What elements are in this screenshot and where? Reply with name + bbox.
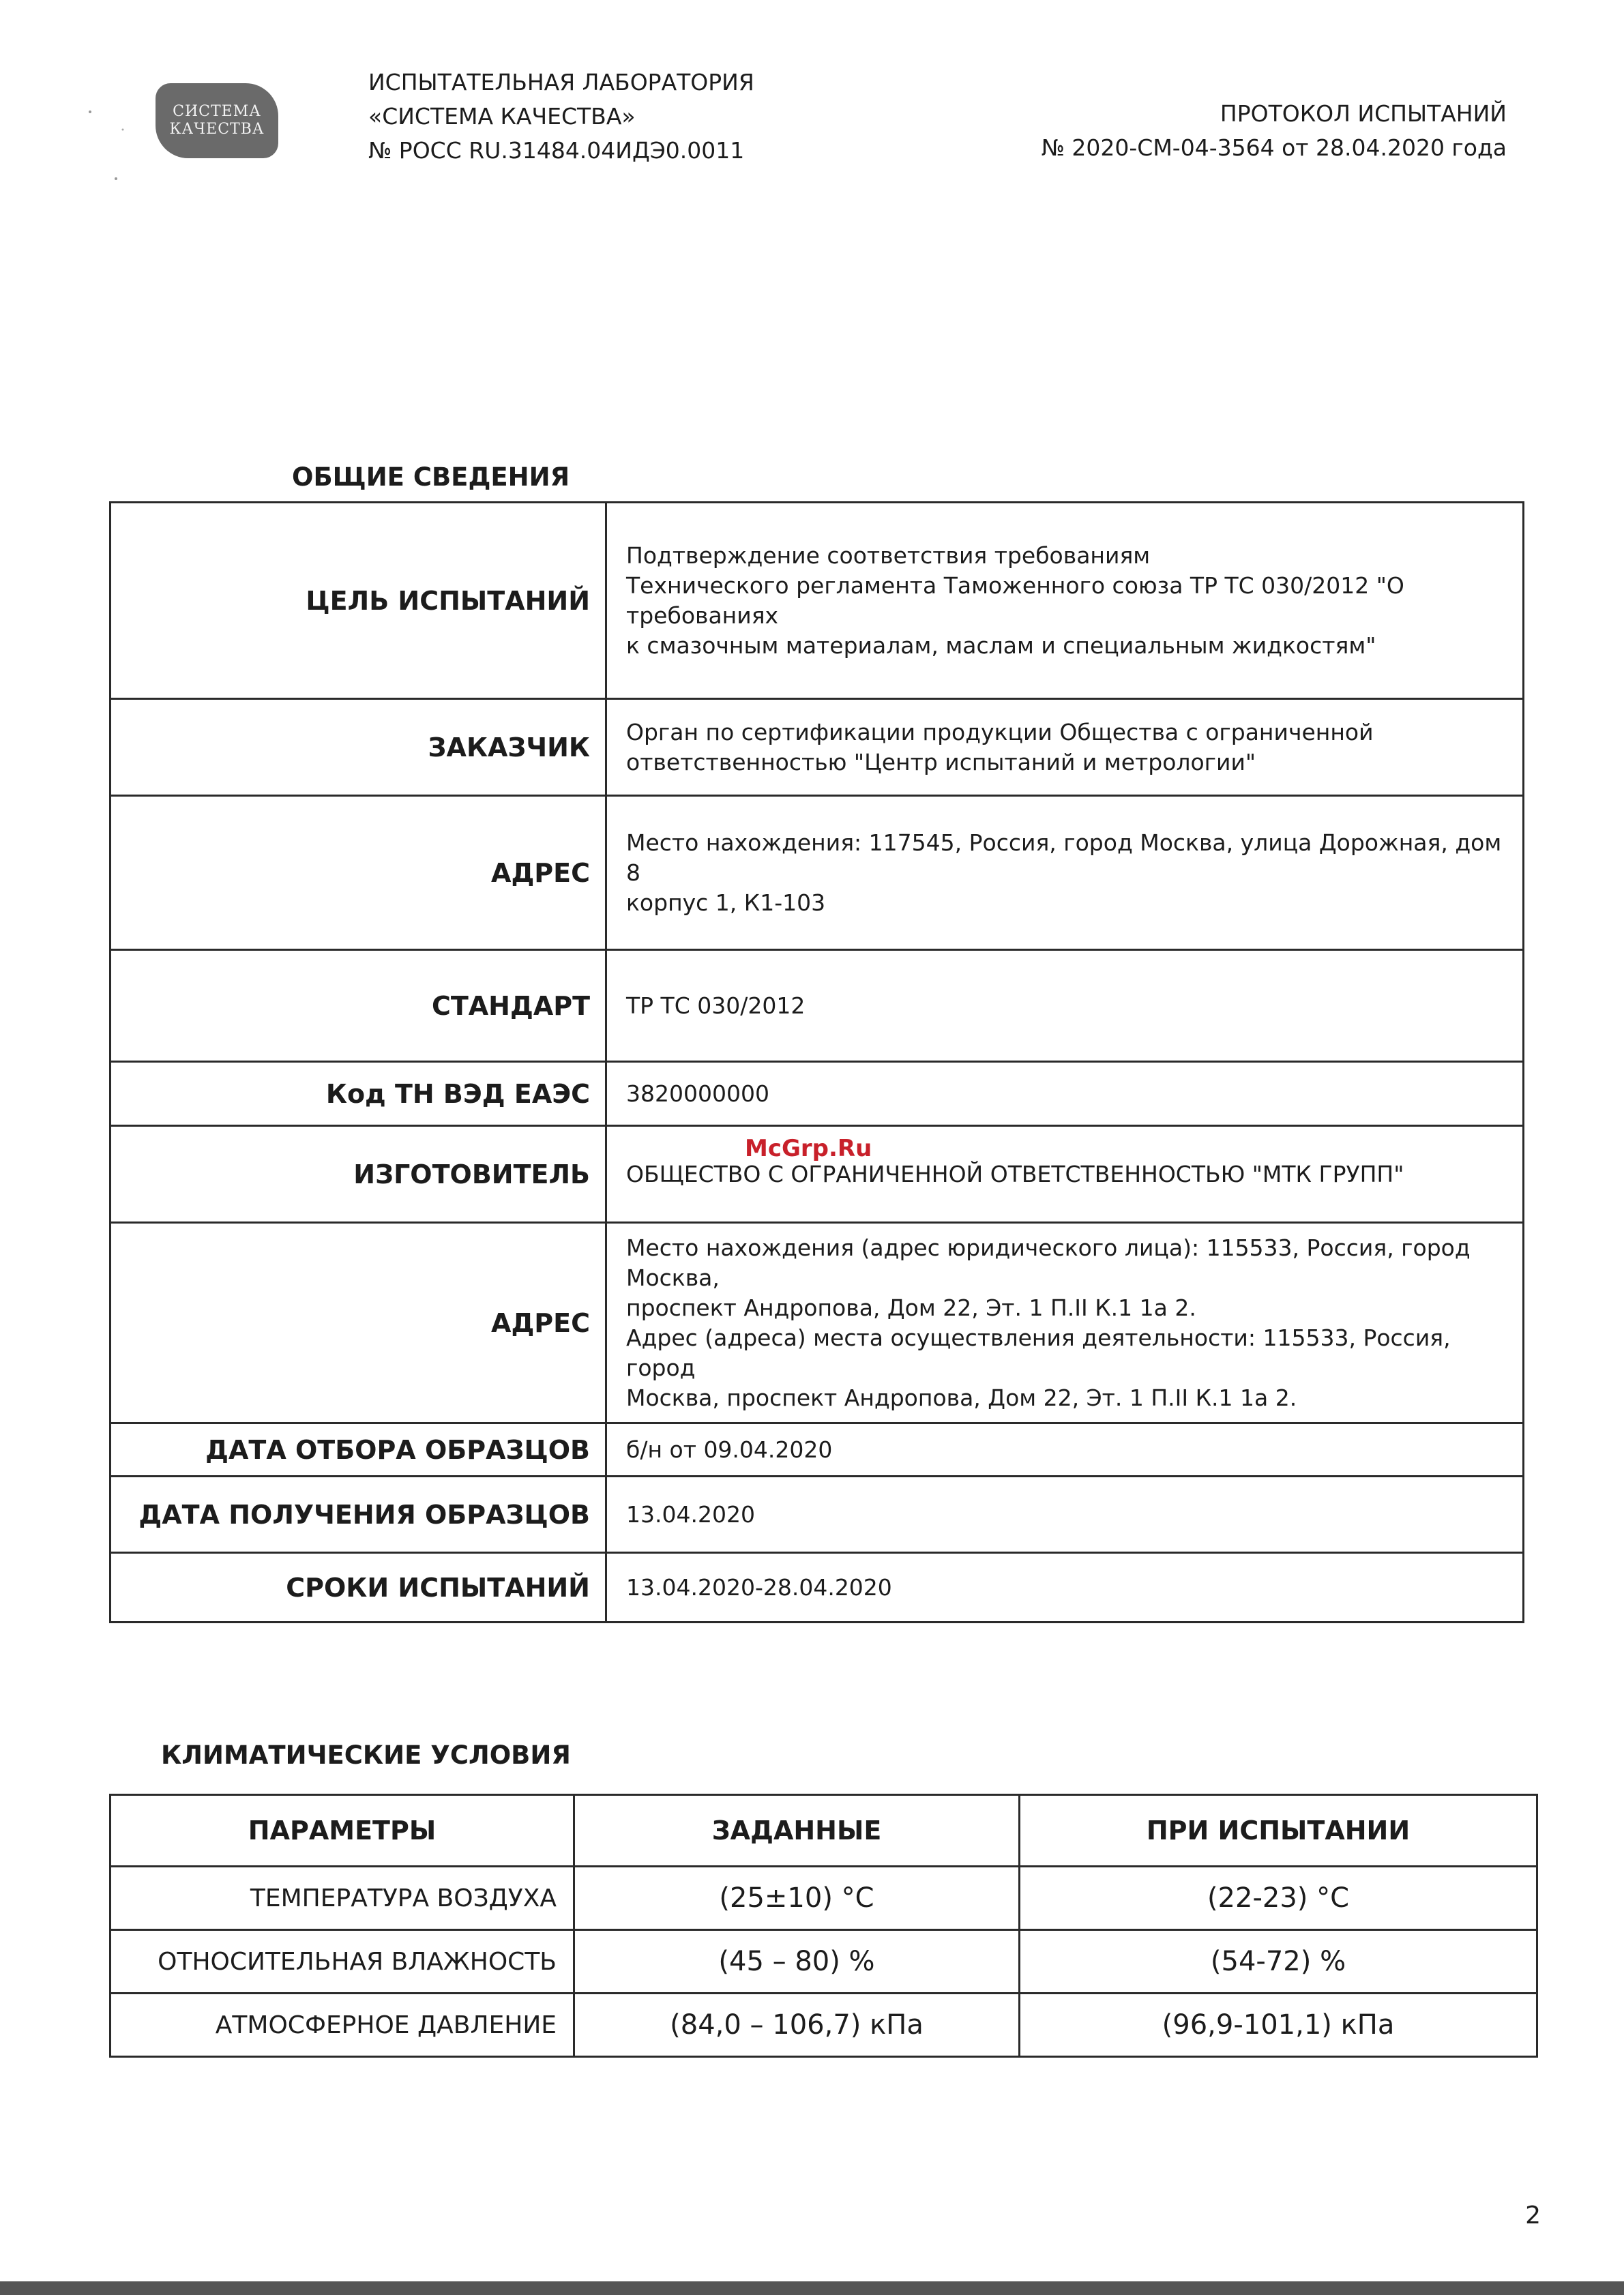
row-value-line: ответственностью "Центр испытаний и метрологии" [626, 748, 1256, 775]
row-value [606, 1223, 1524, 1423]
row-value-line: 3820000000 [626, 1080, 769, 1107]
row-value-line: б/н от 09.04.2020 [626, 1436, 833, 1463]
row-value-line: 13.04.2020-28.04.2020 [626, 1573, 892, 1601]
header-during-test: ПРИ ИСПЫТАНИИ [1020, 1795, 1537, 1867]
scan-edge [0, 2281, 1624, 2295]
parameter-name: ОТНОСИТЕЛЬНАЯ ВЛАЖНОСТЬ [110, 1930, 574, 1994]
general-info-row [110, 1062, 1524, 1126]
row-label: ДАТА ПОЛУЧЕНИЯ ОБРАЗЦОВ [110, 1477, 606, 1553]
row-value-line: ОБЩЕСТВО С ОГРАНИЧЕННОЙ ОТВЕТСТВЕННОСТЬЮ "МТК ГРУПП" [626, 1160, 1404, 1187]
row-value [606, 796, 1524, 950]
row-label: ЗАКАЗЧИК [110, 699, 606, 796]
row-label: Код ТН ВЭД ЕАЭС [110, 1062, 606, 1126]
lab-name-line-2: «СИСТЕМА КАЧЕСТВА» [368, 103, 636, 130]
row-label: СТАНДАРТ [110, 950, 606, 1062]
general-info-title: ОБЩИЕ СВЕДЕНИЯ [292, 462, 570, 492]
row-value-line: Москва, проспект Андропова, Дом 22, Эт. 1 П.II К.1 1а 2. [626, 1384, 1297, 1411]
general-info-row [110, 699, 1524, 796]
parameter-name: АТМОСФЕРНОЕ ДАВЛЕНИЕ [110, 1994, 574, 2057]
general-info-row [110, 950, 1524, 1062]
measured-value: (22-23) °С [1020, 1867, 1537, 1930]
protocol-title: ПРОТОКОЛ ИСПЫТАНИЙ [1220, 100, 1507, 127]
row-value-line: Место нахождения: 117545, Россия, город Москва, улица Дорожная, дом 8 [626, 829, 1502, 886]
row-label: ЦЕЛЬ ИСПЫТАНИЙ [110, 503, 606, 699]
measured-value: (96,9-101,1) кПа [1020, 1994, 1537, 2057]
logo-line-2: КАЧЕСТВА [169, 121, 265, 138]
lab-accreditation-number: № РОСС RU.31484.04ИДЭ0.0011 [368, 137, 745, 164]
general-info-row [110, 1223, 1524, 1423]
specified-value: (84,0 – 106,7) кПа [574, 1994, 1020, 2057]
row-value [606, 950, 1524, 1062]
logo-line-1: СИСТЕМА [173, 103, 261, 120]
header-parameters: ПАРАМЕТРЫ [110, 1795, 574, 1867]
lab-name-line-1: ИСПЫТАТЕЛЬНАЯ ЛАБОРАТОРИЯ [368, 69, 754, 95]
parameter-name: ТЕМПЕРАТУРА ВОЗДУХА [110, 1867, 574, 1930]
climate-header-row [110, 1795, 1537, 1867]
page-number: 2 [1525, 2202, 1541, 2230]
specified-value: (45 – 80) % [574, 1930, 1020, 1994]
row-value [606, 1126, 1524, 1223]
general-info-table [109, 501, 1524, 1623]
row-value [606, 503, 1524, 699]
general-info-row [110, 1423, 1524, 1477]
header-specified: ЗАДАННЫЕ [574, 1795, 1020, 1867]
row-value-line: к смазочным материалам, маслам и специальным жидкостям" [626, 632, 1376, 659]
protocol-number: № 2020-СМ-04-3564 от 28.04.2020 года [1041, 134, 1507, 161]
lab-logo [156, 83, 278, 158]
climate-row [110, 1930, 1537, 1994]
scan-specks [82, 102, 136, 184]
row-value-line: Адрес (адреса) места осуществления деятельности: 115533, Россия, город [626, 1324, 1451, 1381]
row-value-line: 13.04.2020 [626, 1500, 755, 1528]
row-value [606, 699, 1524, 796]
protocol-info [1042, 97, 1507, 165]
measured-value: (54-72) % [1020, 1930, 1537, 1994]
row-value-line: корпус 1, К1-103 [626, 889, 826, 916]
climate-conditions-table [109, 1794, 1538, 2058]
row-value-line: Место нахождения (адрес юридического лица): 115533, Россия, город Москва, [626, 1234, 1471, 1291]
row-value [606, 1553, 1524, 1623]
general-info-row [110, 796, 1524, 950]
watermark: McGrp.Ru [745, 1135, 872, 1162]
specified-value: (25±10) °С [574, 1867, 1020, 1930]
row-value-line: ТР ТС 030/2012 [626, 992, 806, 1019]
row-value-line: Орган по сертификации продукции Общества с ограниченной [626, 718, 1374, 745]
climate-conditions-title: КЛИМАТИЧЕСКИЕ УСЛОВИЯ [161, 1741, 571, 1770]
row-label: ИЗГОТОВИТЕЛЬ [110, 1126, 606, 1223]
general-info-row [110, 503, 1524, 699]
climate-row [110, 1994, 1537, 2057]
row-label: АДРЕС [110, 1223, 606, 1423]
row-value [606, 1062, 1524, 1126]
general-info-row [110, 1553, 1524, 1623]
row-value [606, 1423, 1524, 1477]
row-value-line: Подтверждение соответствия требованиям [626, 542, 1151, 569]
row-value-line: Технического регламента Таможенного союза ТР ТС 030/2012 "О требованиях [626, 572, 1404, 629]
row-value [606, 1477, 1524, 1553]
lab-info [368, 65, 754, 168]
row-label: СРОКИ ИСПЫТАНИЙ [110, 1553, 606, 1623]
general-info-row [110, 1477, 1524, 1553]
row-label: АДРЕС [110, 796, 606, 950]
row-label: ДАТА ОТБОРА ОБРАЗЦОВ [110, 1423, 606, 1477]
row-value-line: проспект Андропова, Дом 22, Эт. 1 П.II К.1 1а 2. [626, 1294, 1196, 1321]
climate-row [110, 1867, 1537, 1930]
